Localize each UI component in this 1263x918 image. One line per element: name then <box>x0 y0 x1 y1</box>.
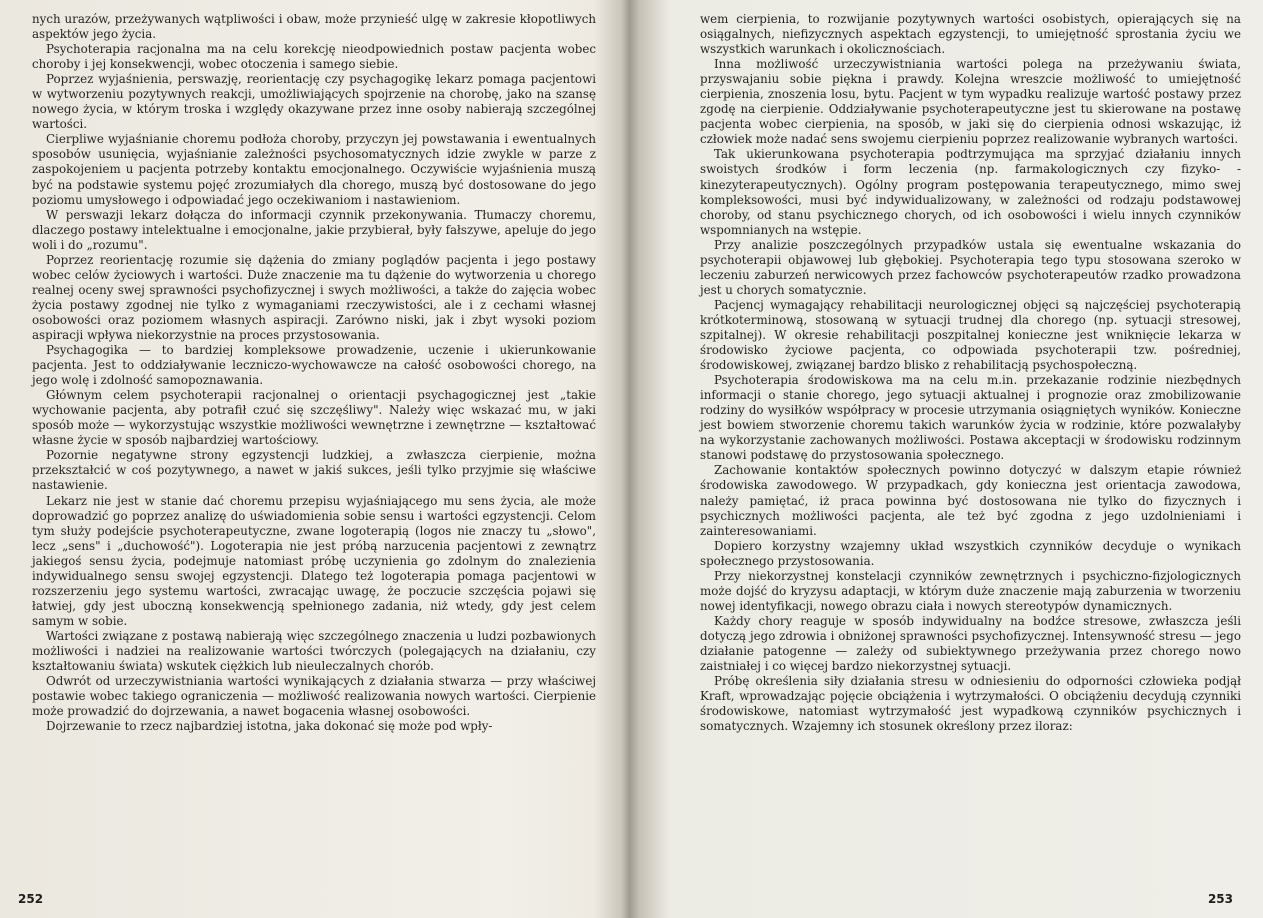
paragraph: wem cierpienia, to rozwijanie pozytywnych wartości osobistych, opierających się na osiągalnych, niefizycznych aspektach egzystencji, to umiejętność sprostania życiu we wszystkich warunkach i okolicznościach. <box>700 12 1241 57</box>
paragraph: Dopiero korzystny wzajemny układ wszystkich czynników decyduje o wynikach społecznego przystosowania. <box>700 538 1241 568</box>
paragraph: Odwrót od urzeczywistniania wartości wynikających z działania stwarza — przy właściwej postawie wobec takiego ograniczenia — możliwość realizowania nowych wartości. Cierpienie może prowadzić do dojrzewania, a nawet bogacenia własnej osobowości. <box>32 674 596 719</box>
paragraph: Próbę określenia siły działania stresu w odniesieniu do odporności człowieka podjął Kraft, wprowadzając pojęcie obciążenia i wytrzymałości. O obciążeniu decydują czynniki środowiskowe, natomiast wytrzymałość jest wypadkową czynników psychicznych i somatycznych. Wzajemny ich stosunek określony przez iloraz: <box>700 674 1241 734</box>
paragraph: Wartości związane z postawą nabierają więc szczególnego znaczenia u ludzi pozbawionych możliwości i nadziei na realizowanie wartości twórczych (polegających na działaniu, czy kształtowaniu świata) wskutek ciężkich lub nieuleczalnych chorób. <box>32 628 596 674</box>
paragraph: Psychoterapia środowiskowa ma na celu m.in. przekazanie rodzinie niezbędnych informacji o stanie chorego, jego sytuacji aktualnej i prognozie oraz zmobilizowanie rodziny do wysiłków współpracy w procesie utrzymania osiągniętych wyników. Konieczne jest bowiem stworzenie choremu takich warunków życia w rodzinie, które pozwalałyby na wykorzystanie zachowanych możliwości. Postawa akceptacji w środowisku rodzinnym stanowi podstawę do przystosowania społecznego. <box>700 373 1241 463</box>
right-page <box>642 0 1263 918</box>
paragraph: Psychoterapia racjonalna ma na celu korekcję nieodpowiednich postaw pacjenta wobec choroby i jej konsekwencji, wobec otoczenia i samego siebie. <box>32 42 596 72</box>
paragraph: Inna możliwość urzeczywistniania wartości polega na przeżywaniu świata, przyswajaniu sobie piękna i prawdy. Kolejna wreszcie możliwość to umiejętność cierpienia, znoszenia losu, bytu. Pacjent w tym wypadku realizuje wartość postawy przez zgodę na cierpienie. Oddziaływanie psychoterapeutyczne jest tu skierowane na postawę pacjenta wobec cierpienia, na sposób, w jaki się do cierpienia odnosi wskazując, iż człowiek może nadać sens swojemu cierpieniu poprzez realizowanie wybranych wartości. <box>700 57 1241 147</box>
left-page <box>0 0 616 918</box>
page-number: 252 <box>18 892 44 906</box>
paragraph: Głównym celem psychoterapii racjonalnej o orientacji psychagogicznej jest „takie wychowanie pacjenta, aby potrafił czuć się szczęśliwy". Należy więc wskazać mu, w jaki sposób może — wykorzystując wszystkie możliwości wewnętrzne i zewnętrzne — kształtować własne życie w sposób najbardziej wartościowy. <box>32 388 596 448</box>
paragraph: Przy analizie poszczególnych przypadków ustala się ewentualne wskazania do psychoterapii objawowej lub głębokiej. Psychoterapia tego typu stosowana szeroko w leczeniu zaburzeń nerwicowych przez fachowców psychoterapeutów rzadko prowadzona jest u chorych somatycznie. <box>700 237 1241 297</box>
paragraph: Przy niekorzystnej konstelacji czynników zewnętrznych i psychiczno-fizjologicznych może dojść do kryzysu adaptacji, w którym duże znaczenie mają zaburzenia w tworzeniu nowej identyfikacji, nowego obrazu ciała i nowych stereotypów dynamicznych. <box>700 568 1241 613</box>
page-number: 253 <box>1207 892 1233 906</box>
paragraph: Cierpliwe wyjaśnianie choremu podłoża choroby, przyczyn jej powstawania i ewentualnych sposobów usunięcia, wyjaśnianie zależności psychosomatycznych idzie zwykle w parze z zaspokojeniem u pacjenta potrzeby kontaktu emocjonalnego. Oczywiście wyjaśnienia muszą być na podstawie systemu pojęć zrozumiałych dla chorego, muszą być dostosowane do jego poziomu umysłowego i odpowiadać jego oczekiwaniom i nastawieniom. <box>32 132 596 207</box>
paragraph: Pozornie negatywne strony egzystencji ludzkiej, a zwłaszcza cierpienie, można przekształcić w coś pozytywnego, a nawet w jakiś sukces, jeśli tylko przyjmie się właściwe nastawienie. <box>32 448 596 493</box>
paragraph: Poprzez reorientację rozumie się dążenia do zmiany poglądów pacjenta i jego postawy wobec celów życiowych i wartości. Duże znaczenie ma tu dążenie do wytworzenia u chorego realnej oceny swej sprawności psychofizycznej i swych możliwości, a także do zajęcia wobec życia postawy zgodnej nie tylko z wymaganiami rzeczywistości, ale i z cechami własnej osobowości oraz poziomem własnych aspiracji. Zarówno niski, jak i zbyt wysoki poziom aspiracji wpływa niekorzystnie na proces przystosowania. <box>32 252 596 342</box>
paragraph: Tak ukierunkowana psychoterapia podtrzymująca ma sprzyjać działaniu innych swoistych środków i form leczenia (np. farmakologicznych czy fizyko- -kinezyterapeutycznych). Ogólny program postępowania terapeutycznego, mimo swej kompleksowości, musi być indywidualizowany, w zależności od rodzaju podstawowej choroby, od stanu psychicznego chorych, od ich osobowości i wielu innych czynników wspomnianych na wstępie. <box>700 147 1241 237</box>
paragraph: Lekarz nie jest w stanie dać choremu przepisu wyjaśniającego mu sens życia, ale może doprowadzić go poprzez analizę do uświadomienia sobie sensu i wartości egzystencji. Celom tym służy podejście psychoterapeutyczne, zwane logoterapią (logos nie znaczy tu „słowo", lecz „sens" i „duchowość"). Logoterapia nie jest próbą narzucenia pacjentowi z zewnątrz jakiegoś sensu życia, podejmuje natomiast próbę uczynienia go zdolnym do znalezienia indywidualnego sensu swojej egzystencji. Dlatego też logoterapia pomaga pacjentowi w rozszerzeniu jego systemu wartości, zwracając uwagę, że poczucie szczęścia pojawi się łatwiej, gdy jest uboczną konsekwencją spełnionego zadania, niż wtedy, gdy jest celem samym w sobie. <box>32 493 596 628</box>
paragraph: Psychagogika — to bardziej kompleksowe prowadzenie, uczenie i ukierunkowanie pacjenta. Jest to oddziaływanie leczniczo-wychowawcze na całość osobowości chorego, na jego wolę i zdolność samopoznawania. <box>32 343 596 388</box>
paragraph: nych urazów, przeżywanych wątpliwości i obaw, może przynieść ulgę w zakresie kłopotliwych aspektów jego życia. <box>32 12 596 42</box>
paragraph: Pacjencj wymagający rehabilitacji neurologicznej objęci są najczęściej psychoterapią krótkoterminową, stosowaną w sytuacji trudnej dla chorego (np. sytuacji stresowej, szpitalnej). W okresie rehabilitacji poszpitalnej konieczne jest wniknięcie lekarza w środowisko życiowe pacjenta, co odpowiada psychoterapii tzw. pośredniej, środowiskowej, związanej bardzo blisko z rehabilitacją psychospołeczną. <box>700 297 1241 373</box>
paragraph: W perswazji lekarz dołącza do informacji czynnik przekonywania. Tłumaczy choremu, dlaczego postawy intelektualne i emocjonalne, jakie przybierał, były fałszywe, apeluje do jego woli i do „rozumu". <box>32 207 596 252</box>
right-page-text <box>700 12 1241 734</box>
paragraph: Poprzez wyjaśnienia, perswazję, reorientację czy psychagogikę lekarz pomaga pacjentowi w wytworzeniu pozytywnych reakcji, umożliwiających spojrzenie na chorobę, jako na szansę nowego życia, w którym troska i względy okazywane przez inne osoby nabierają szczególnej wartości. <box>32 72 596 132</box>
paragraph: Każdy chory reaguje w sposób indywidualny na bodźce stresowe, zwłaszcza jeśli dotyczą jego zdrowia i obniżonej sprawności psychofizycznej. Intensywność stresu — jego działanie patogenne — zależy od subiektywnego przeżywania przez chorego nowo zaistniałej i co więcej bardzo niekorzystnej sytuacji. <box>700 613 1241 674</box>
left-page-text <box>32 12 596 734</box>
paragraph: Zachowanie kontaktów społecznych powinno dotyczyć w dalszym etapie również środowiska zawodowego. W przypadkach, gdy konieczna jest orientacja zawodowa, należy pamiętać, iż praca powinna być dostosowana nie tylko do fizycznych i psychicznych możliwości pacjenta, ale też być zgodna z jego uzdolnieniami i zainteresowaniami. <box>700 463 1241 538</box>
paragraph: Dojrzewanie to rzecz najbardziej istotna, jaka dokonać się może pod wpły- <box>46 719 493 734</box>
